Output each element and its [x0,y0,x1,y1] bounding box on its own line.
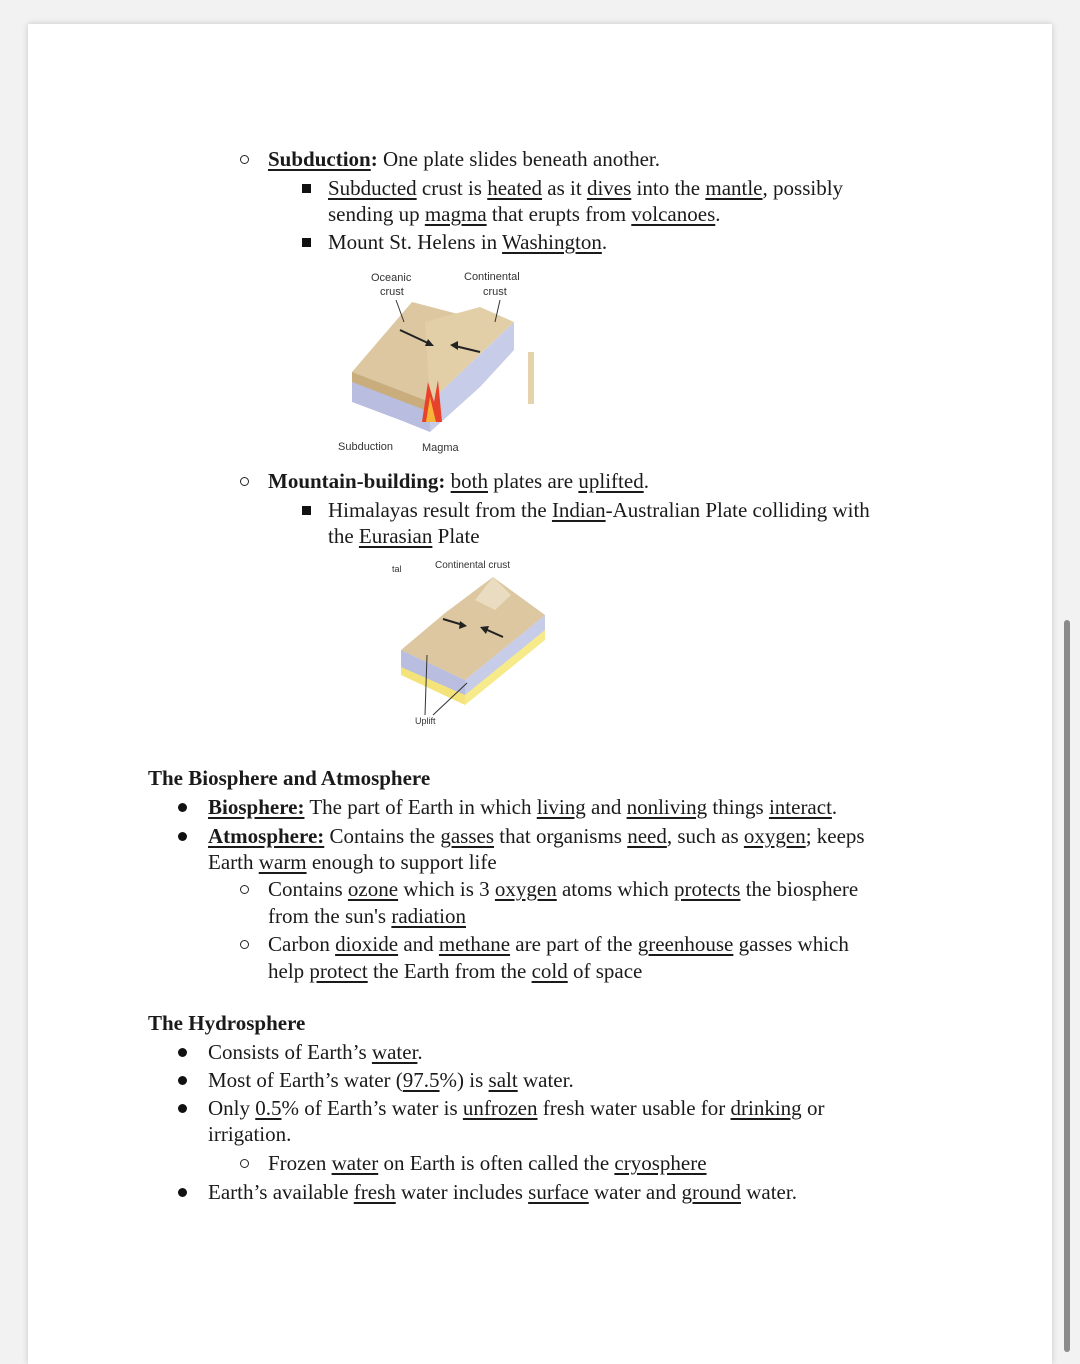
list-marker-circle [240,885,249,894]
mountain-bullet1-line1: Himalayas result from the Indian-Australian Plate colliding with [328,498,870,522]
subduction-diagram [330,262,550,458]
atmosphere-item-line2: Earth warm enough to support life [208,850,497,874]
atmosphere-item-line1: Atmosphere: Contains the gasses that organisms need, such as oxygen; keeps [208,824,865,848]
mountain-term: Mountain-building: [268,469,446,493]
subduction-bullet1-line1: Subducted crust is heated as it dives into the mantle, possibly [328,176,844,200]
ozone-item-line1: Contains ozone which is 3 oxygen atoms which protects the biosphere [268,877,859,901]
ozone-item-line2: from the sun's radiation [268,904,466,928]
list-marker-disc [178,832,187,841]
list-marker-disc [178,1076,187,1085]
subduction-def: One plate slides beneath another. [377,147,660,171]
partial-block-edge [528,352,534,404]
list-marker-square [302,506,311,515]
hydro-item-4: Earth’s available fresh water includes surface water and ground water. [208,1180,797,1204]
scrollbar[interactable] [1064,620,1070,1352]
hydro-item-1: Consists of Earth’s water. [208,1040,423,1064]
subduction-bullet2: Mount St. Helens in Washington. [328,230,608,254]
list-marker-circle [240,155,249,164]
label-continental-crust: Continental crust [435,560,511,571]
label-oceanic-crust: crust [380,286,404,298]
label-continental-crust: crust [483,286,507,298]
list-marker-square [302,238,311,247]
list-marker-disc [178,1188,187,1197]
label-uplift: Uplift [415,716,436,726]
biosphere-item: Biosphere: The part of Earth in which living and nonliving things interact. [208,795,838,819]
subduction-bullet1-line2: sending up magma that erupts from volcanoes. [328,202,721,226]
list-marker-disc [178,803,187,812]
cryosphere-item: Frozen water on Earth is often called the cryosphere [268,1151,707,1175]
label-oceanic: Oceanic [371,272,412,284]
hydro-item-3-line1: Only 0.5% of Earth’s water is unfrozen fresh water usable for drinking or [208,1096,825,1120]
list-marker-circle [240,1159,249,1168]
label-subduction: Subduction [338,441,394,453]
subduction-term: Subduction [268,147,371,171]
section-heading-hydrosphere: The Hydrosphere [148,1011,306,1035]
mountain-item: Mountain-building: both plates are uplifted. [268,469,649,493]
list-marker-disc [178,1048,187,1057]
mountain-bullet1-line2: the Eurasian Plate [328,524,480,548]
hydro-item-3-line2: irrigation. [208,1122,292,1146]
list-marker-square [302,184,311,193]
section-heading-biosphere: The Biosphere and Atmosphere [148,766,431,790]
mountain-diagram [385,555,555,730]
label-magma: Magma [422,442,459,454]
label-tal: tal [392,564,402,574]
greenhouse-item-line2: help protect the Earth from the cold of space [268,959,643,983]
label-continental: Continental [464,271,520,283]
hydro-item-2: Most of Earth’s water (97.5%) is salt water. [208,1068,574,1092]
list-marker-disc [178,1104,187,1113]
list-marker-circle [240,477,249,486]
list-marker-circle [240,940,249,949]
greenhouse-item-line1: Carbon dioxide and methane are part of the greenhouse gasses which [268,932,849,956]
subduction-item: Subduction: One plate slides beneath another. [268,147,660,171]
